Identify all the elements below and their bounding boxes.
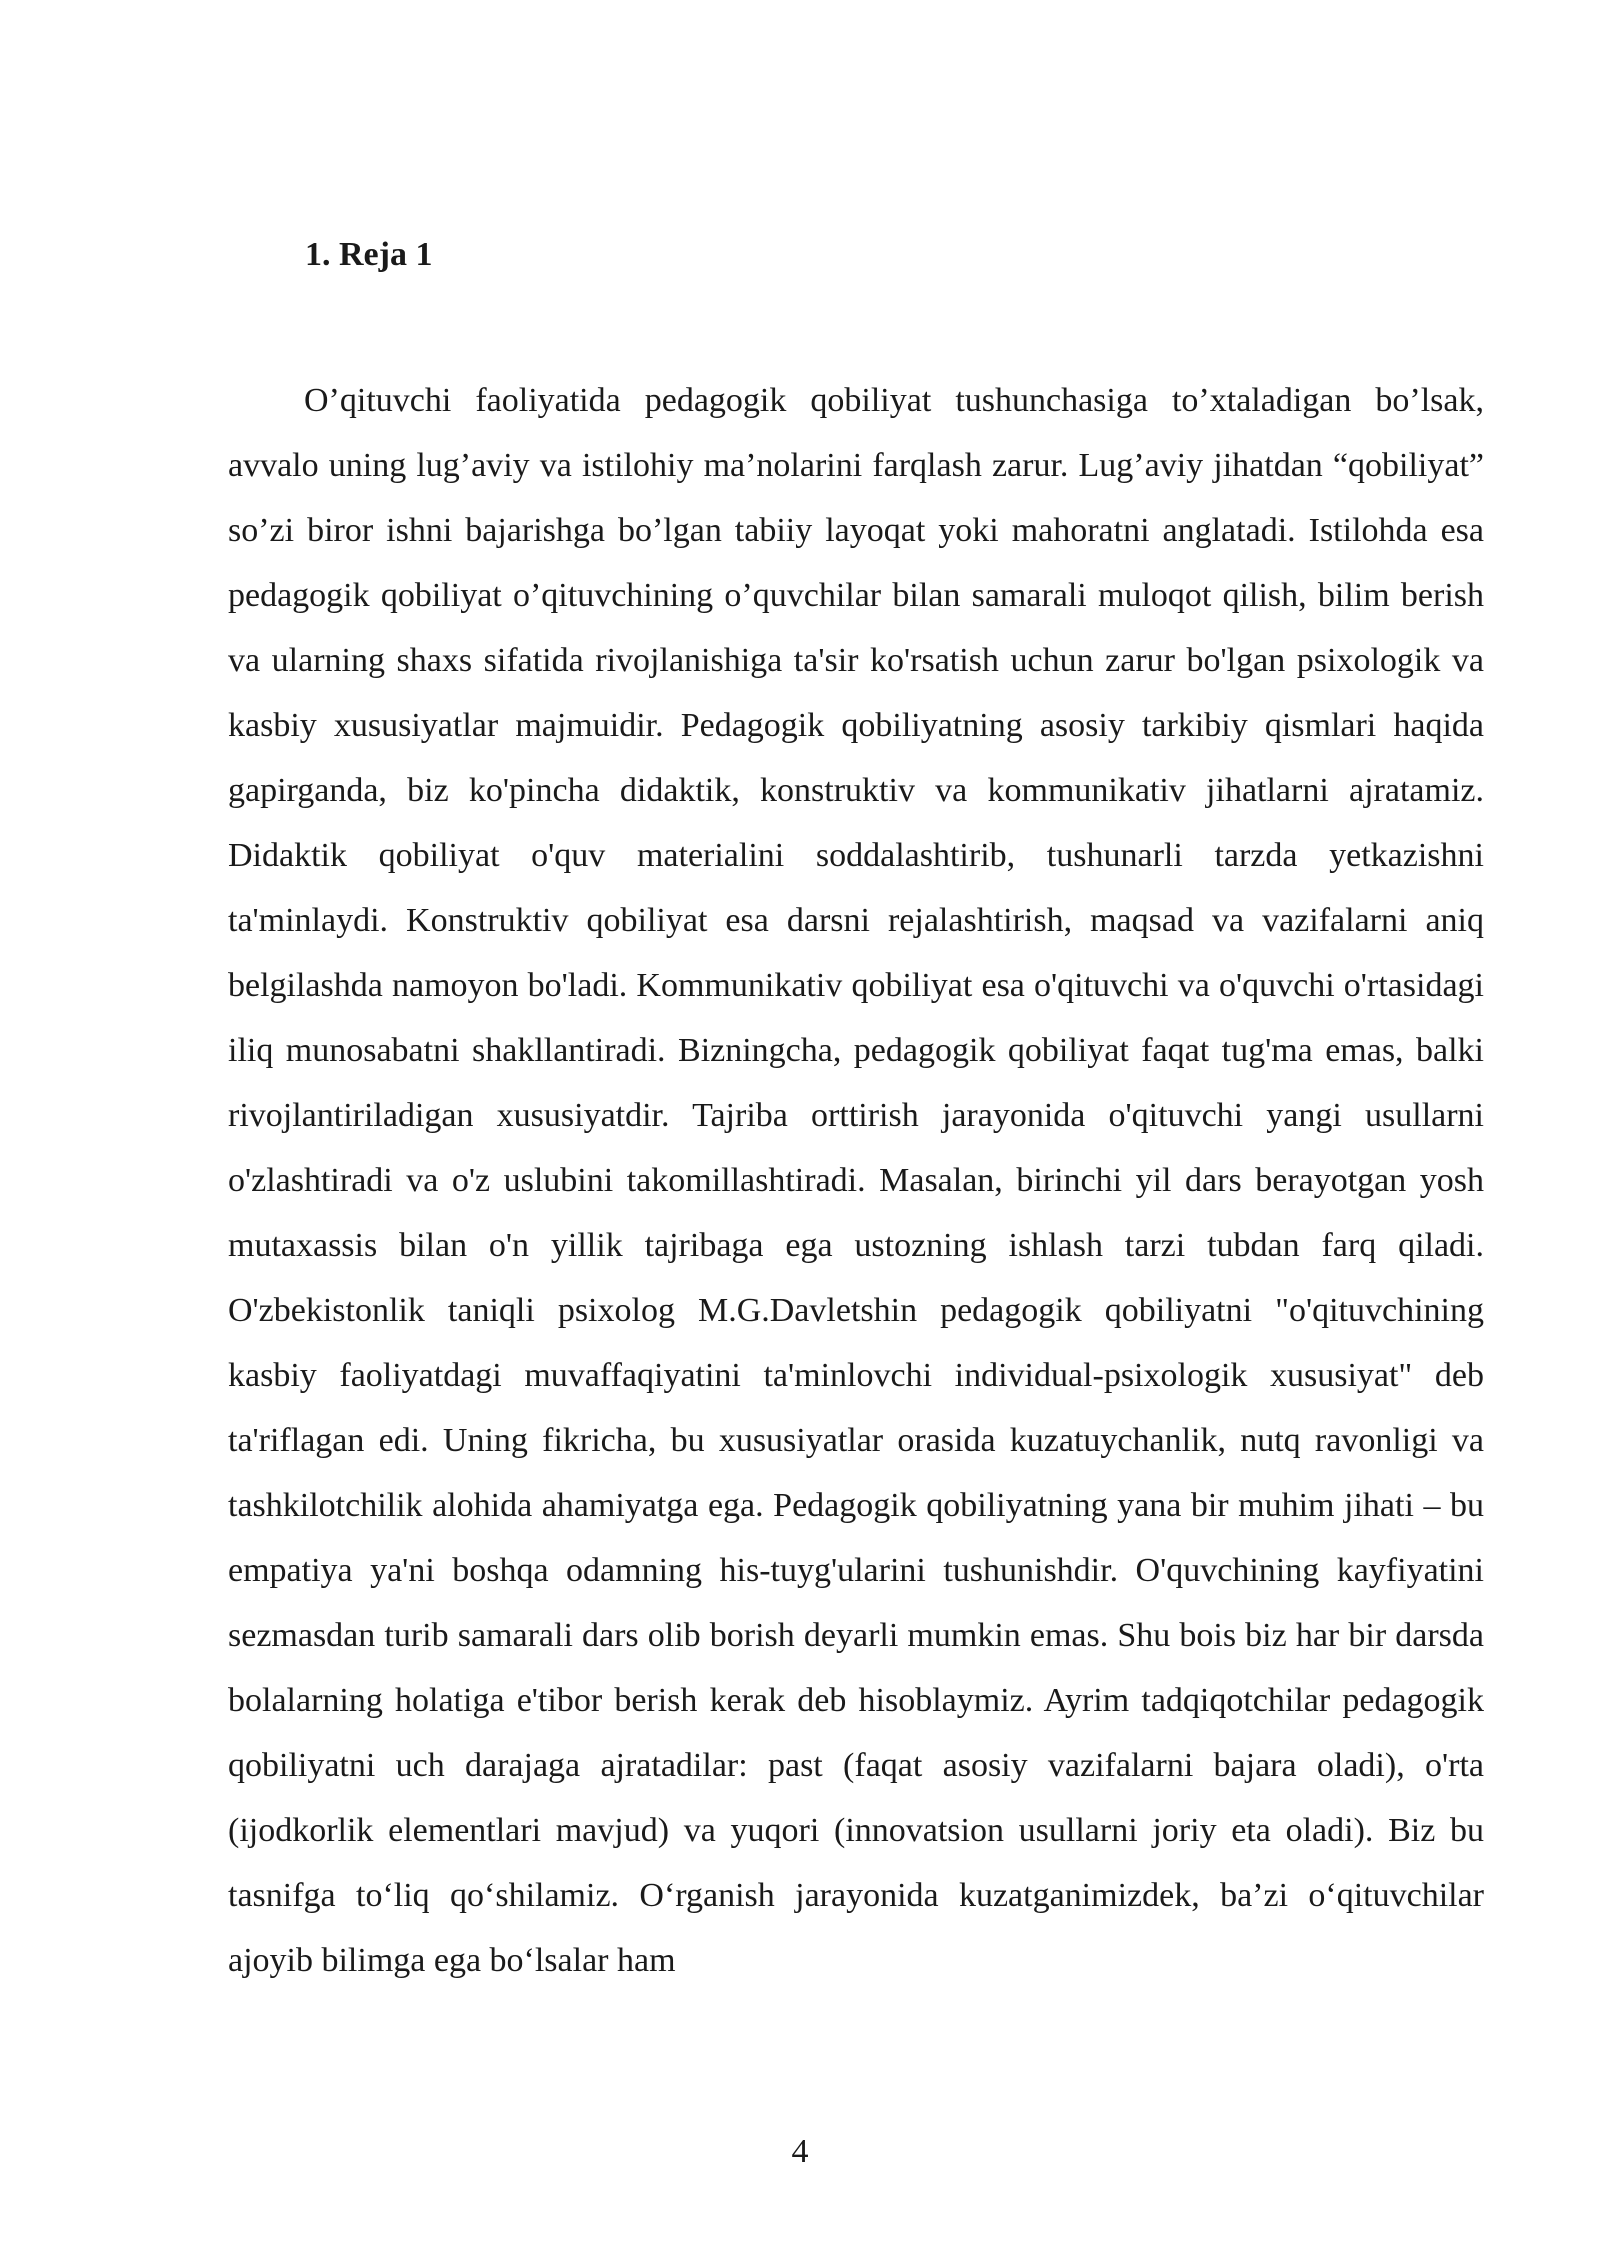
page-number: 4 <box>791 2133 809 2170</box>
body-paragraph: O’qituvchi faoliyatida pedagogik qobiliyat tushunchasiga to’xtaladigan bo’lsak, avvalo uning lug’aviy va istilohiy ma’nolarini farqlash zarur. Lug’aviy jihatdan “qobiliyat” so’zi biror ishni bajarishga bo’lgan tabiiy layoqat yoki mahoratni anglatadi. Istilohda esa pedagogik qobiliyat o’qituvchining o’quvchilar bilan samarali muloqot qilish, bilim berish va ularning shaxs sifatida rivojlanishiga ta'sir ko'rsatish uchun zarur bo'lgan psixologik va kasbiy xususiyatlar majmuidir. Pedagogik qobiliyatning asosiy tarkibiy qismlari haqida gapirganda, biz ko'pincha didaktik, konstruktiv va kommunikativ jihatlarni ajratamiz. Didaktik qobiliyat o'quv materialini soddalashtirib, tushunarli tarzda yetkazishni ta'minlaydi. Konstruktiv qobiliyat esa darsni rejalashtirish, maqsad va vazifalarni aniq belgilashda namoyon bo'ladi. Kommunikativ qobiliyat esa o'qituvchi va o'quvchi o'rtasidagi iliq munosabatni shakllantiradi. Bizningcha, pedagogik qobiliyat faqat tug'ma emas, balki rivojlantiriladigan xususiyatdir. Tajriba orttirish jarayonida o'qituvchi yangi usullarni o'zlashtiradi va o'z uslubini takomillashtiradi. Masalan, birinchi yil dars berayotgan yosh mutaxassis bilan o'n yillik tajribaga ega ustozning ishlash tarzi tubdan farq qiladi. O'zbekistonlik taniqli psixolog M.G.Davletshin pedagogik qobiliyatni "o'qituvchining kasbiy faoliyatdagi muvaffaqiyatini ta'minlovchi individual-psixologik xususiyat" deb ta'riflagan edi. Uning fikricha, bu xususiyatlar orasida kuzatuychanlik, nutq ravonligi va tashkilotchilik alohida ahamiyatga ega. Pedagogik qobiliyatning yana bir muhim jihati – bu empatiya ya'ni boshqa odamning his-tuyg'ularini tushunishdir. O'quvchining kayfiyatini sezmasdan turib samarali dars olib borish deyarli mumkin emas. Shu bois biz har bir darsda bolalarning holatiga e'tibor berish kerak deb hisoblaymiz. Ayrim tadqiqotchilar pedagogik qobiliyatni uch darajaga ajratadilar: past (faqat asosiy vazifalarni bajara oladi), o'rta (ijodkorlik elementlari mavjud) va yuqori (innovatsion usullarni joriy eta oladi). Biz bu tasnifga to‘liq qo‘shilamiz. O‘rganish jarayonida kuzatganimizdek, ba’zi o‘qituvchilar ajoyib bilimga ega bo‘lsalar ham <box>228 382 1484 1979</box>
section-heading: 1. Reja 1 <box>305 236 433 273</box>
